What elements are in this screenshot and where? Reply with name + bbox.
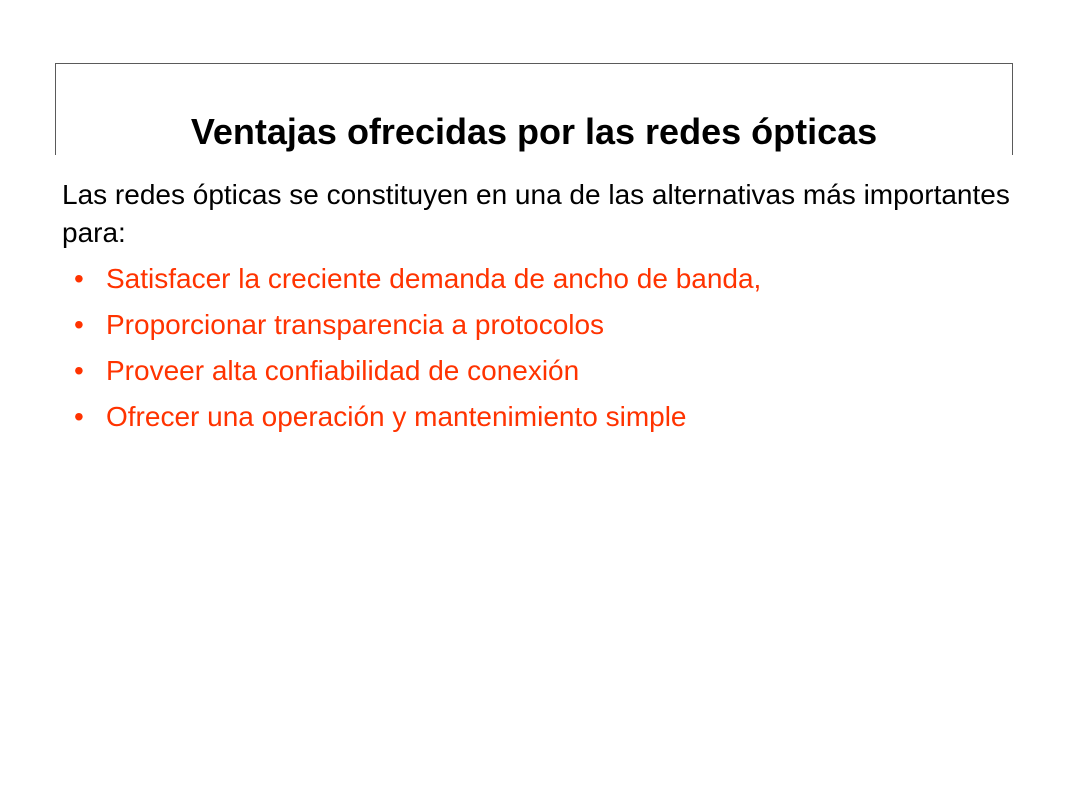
- slide-body: [62, 176, 1022, 436]
- bullet-item: [62, 260, 1022, 298]
- bullet-icon: •: [74, 355, 84, 386]
- bullet-text: Proveer alta confiabilidad de conexión: [106, 355, 580, 386]
- bullet-text: Satisfacer la creciente demanda de ancho de banda,: [106, 263, 762, 294]
- title-frame: [55, 63, 1013, 155]
- bullet-item: [62, 306, 1022, 344]
- bullet-icon: •: [74, 309, 84, 340]
- bullet-item: [62, 398, 1022, 436]
- intro-paragraph: Las redes ópticas se constituyen en una de las alternativas más importantes para:: [62, 179, 1010, 248]
- bullet-text: Proporcionar transparencia a protocolos: [106, 309, 605, 340]
- bullet-list: [62, 260, 1022, 436]
- slide-title: Ventajas ofrecidas por las redes ópticas: [190, 111, 878, 152]
- bullet-icon: •: [74, 401, 84, 432]
- bullet-icon: •: [74, 263, 84, 294]
- bullet-text: Ofrecer una operación y mantenimiento simple: [106, 401, 687, 432]
- bullet-item: [62, 352, 1022, 390]
